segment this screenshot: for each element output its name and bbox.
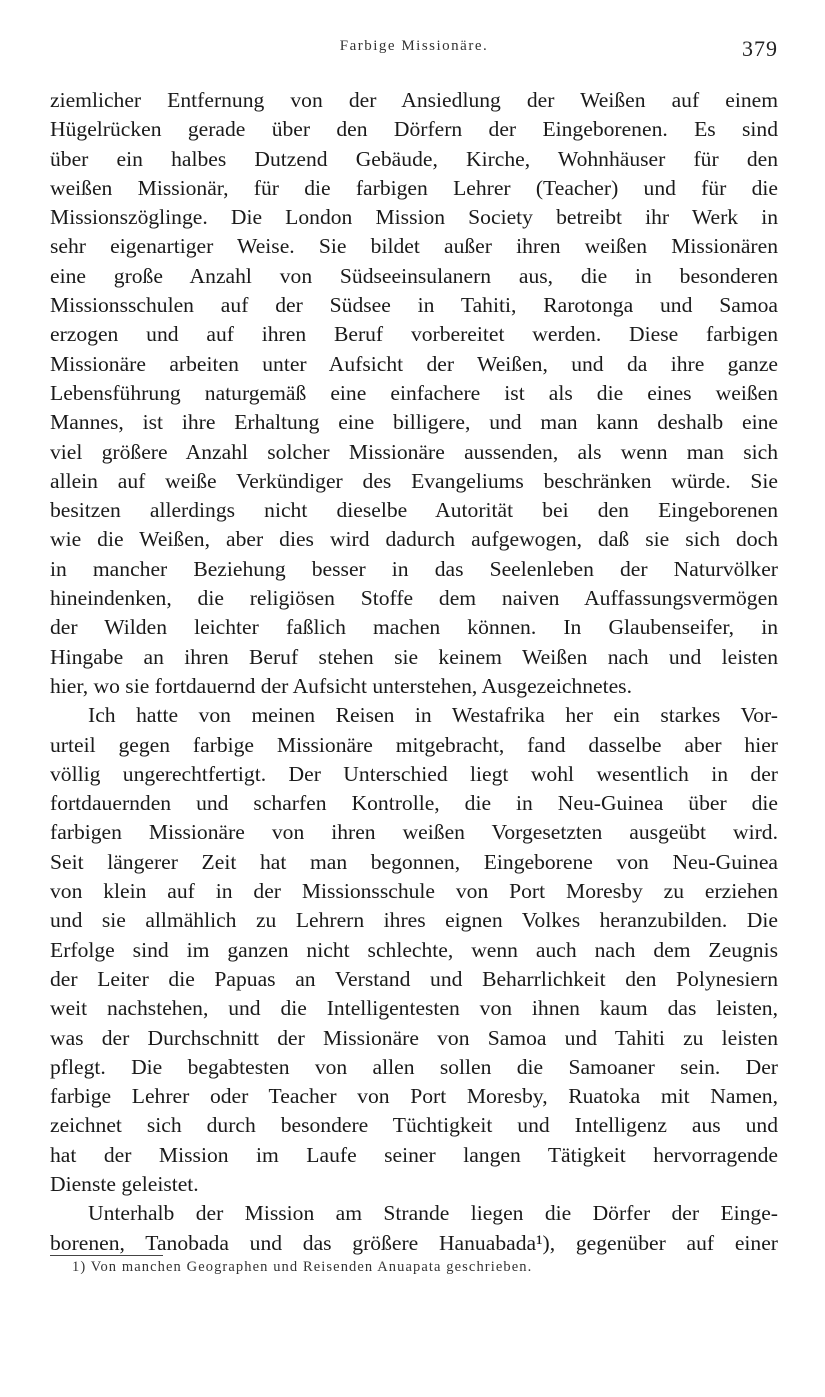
text-line: von klein auf in der Missionsschule von Port Moresby zu erziehen	[50, 879, 778, 904]
text-line: über ein halbes Dutzend Gebäude, Kirche, Wohnhäuser für den	[50, 146, 778, 171]
page-number: 379	[742, 36, 778, 61]
text-line: Missionszöglinge. Die London Mission Society betreibt ihr Werk in	[50, 205, 778, 230]
text-line: allein auf weiße Verkündiger des Evangeliums beschränken würde. Sie	[50, 468, 778, 493]
text-line: Seit längerer Zeit hat man begonnen, Eingeborene von Neu-Guinea	[50, 849, 778, 874]
text-line: der Wilden leichter faßlich machen können. In Glaubenseifer, in	[50, 615, 778, 640]
text-line: hineindenken, die religiösen Stoffe dem naiven Auffassungsvermögen	[50, 586, 778, 611]
text-line: viel größere Anzahl solcher Missionäre aussenden, als wenn man sich	[50, 439, 778, 464]
footnote: 1) Von manchen Geographen und Reisenden Anuapata geschrieben.	[72, 1259, 533, 1275]
text-line: in mancher Beziehung besser in das Seelenleben der Naturvölker	[50, 556, 778, 581]
text-line: fortdauernden und scharfen Kontrolle, die in Neu-Guinea über die	[50, 791, 778, 816]
text-line: wie die Weißen, aber dies wird dadurch aufgewogen, daß sie sich doch	[50, 527, 778, 552]
text-line: urteil gegen farbige Missionäre mitgebracht, fand dasselbe aber hier	[50, 732, 778, 757]
text-line: hat der Mission im Laufe seiner langen Tätigkeit hervorragende	[50, 1142, 778, 1167]
text-line: borenen, Tanobada und das größere Hanuabada¹), gegenüber auf einer	[50, 1230, 778, 1255]
text-line: farbige Lehrer oder Teacher von Port Moresby, Ruatoka mit Namen,	[50, 1084, 778, 1109]
text-line: und sie allmählich zu Lehrern ihres eignen Volkes heranzubilden. Die	[50, 908, 778, 933]
text-line: weit nachstehen, und die Intelligentesten von ihnen kaum das leisten,	[50, 996, 778, 1021]
text-line: eine große Anzahl von Südseeinsulanern aus, die in besonderen	[50, 263, 778, 288]
paragraph-last-line: hier, wo sie fortdauernd der Aufsicht unterstehen, Ausgezeichnetes.	[50, 673, 632, 698]
text-line: Missionsschulen auf der Südsee in Tahiti, Rarotonga und Samoa	[50, 293, 778, 318]
text-line: Lebensführung naturgemäß eine einfachere ist als die eines weißen	[50, 380, 778, 405]
text-line: Missionäre arbeiten unter Aufsicht der Weißen, und da ihre ganze	[50, 351, 778, 376]
running-head	[50, 36, 778, 60]
text-line: pflegt. Die begabtesten von allen sollen die Samoaner sein. Der	[50, 1054, 778, 1079]
running-title: Farbige Missionäre.	[339, 38, 489, 54]
text-line: was der Durchschnitt der Missionäre von Samoa und Tahiti zu leisten	[50, 1025, 778, 1050]
text-line: der Leiter die Papuas an Verstand und Beharrlichkeit den Polynesiern	[50, 966, 778, 991]
text-line: zeichnet sich durch besondere Tüchtigkeit und Intelligenz aus und	[50, 1113, 778, 1138]
text-line: erzogen und auf ihren Beruf vorbereitet werden. Diese farbigen	[50, 322, 778, 347]
text-line: völlig ungerechtfertigt. Der Unterschied liegt wohl wesentlich in der	[50, 761, 778, 786]
text-line: Hügelrücken gerade über den Dörfern der Eingeborenen. Es sind	[50, 117, 778, 142]
text-line: weißen Missionär, für die farbigen Lehrer (Teacher) und für die	[50, 175, 778, 200]
text-line: Erfolge sind im ganzen nicht schlechte, wenn auch nach dem Zeugnis	[50, 937, 778, 962]
text-line: ziemlicher Entfernung von der Ansiedlung der Weißen auf einem	[50, 88, 778, 112]
paragraph-first-line: Unterhalb der Mission am Strande liegen die Dörfer der Einge-	[88, 1201, 778, 1226]
text-line: besitzen allerdings nicht dieselbe Autorität bei den Eingeborenen	[50, 498, 778, 523]
text-line: Hingabe an ihren Beruf stehen sie keinem Weißen nach und leisten	[50, 644, 778, 669]
body-text	[50, 86, 778, 1258]
text-line: Mannes, ist ihre Erhaltung eine billigere, und man kann deshalb eine	[50, 410, 778, 435]
paragraph-first-line: Ich hatte von meinen Reisen in Westafrika her ein starkes Vor-	[88, 703, 778, 728]
text-line: sehr eigenartiger Weise. Sie bildet außer ihren weißen Missionären	[50, 234, 778, 259]
footnote-divider	[50, 1255, 163, 1256]
text-line: farbigen Missionäre von ihren weißen Vorgesetzten ausgeübt wird.	[50, 820, 778, 845]
paragraph-last-line: Dienste geleistet.	[50, 1171, 199, 1196]
